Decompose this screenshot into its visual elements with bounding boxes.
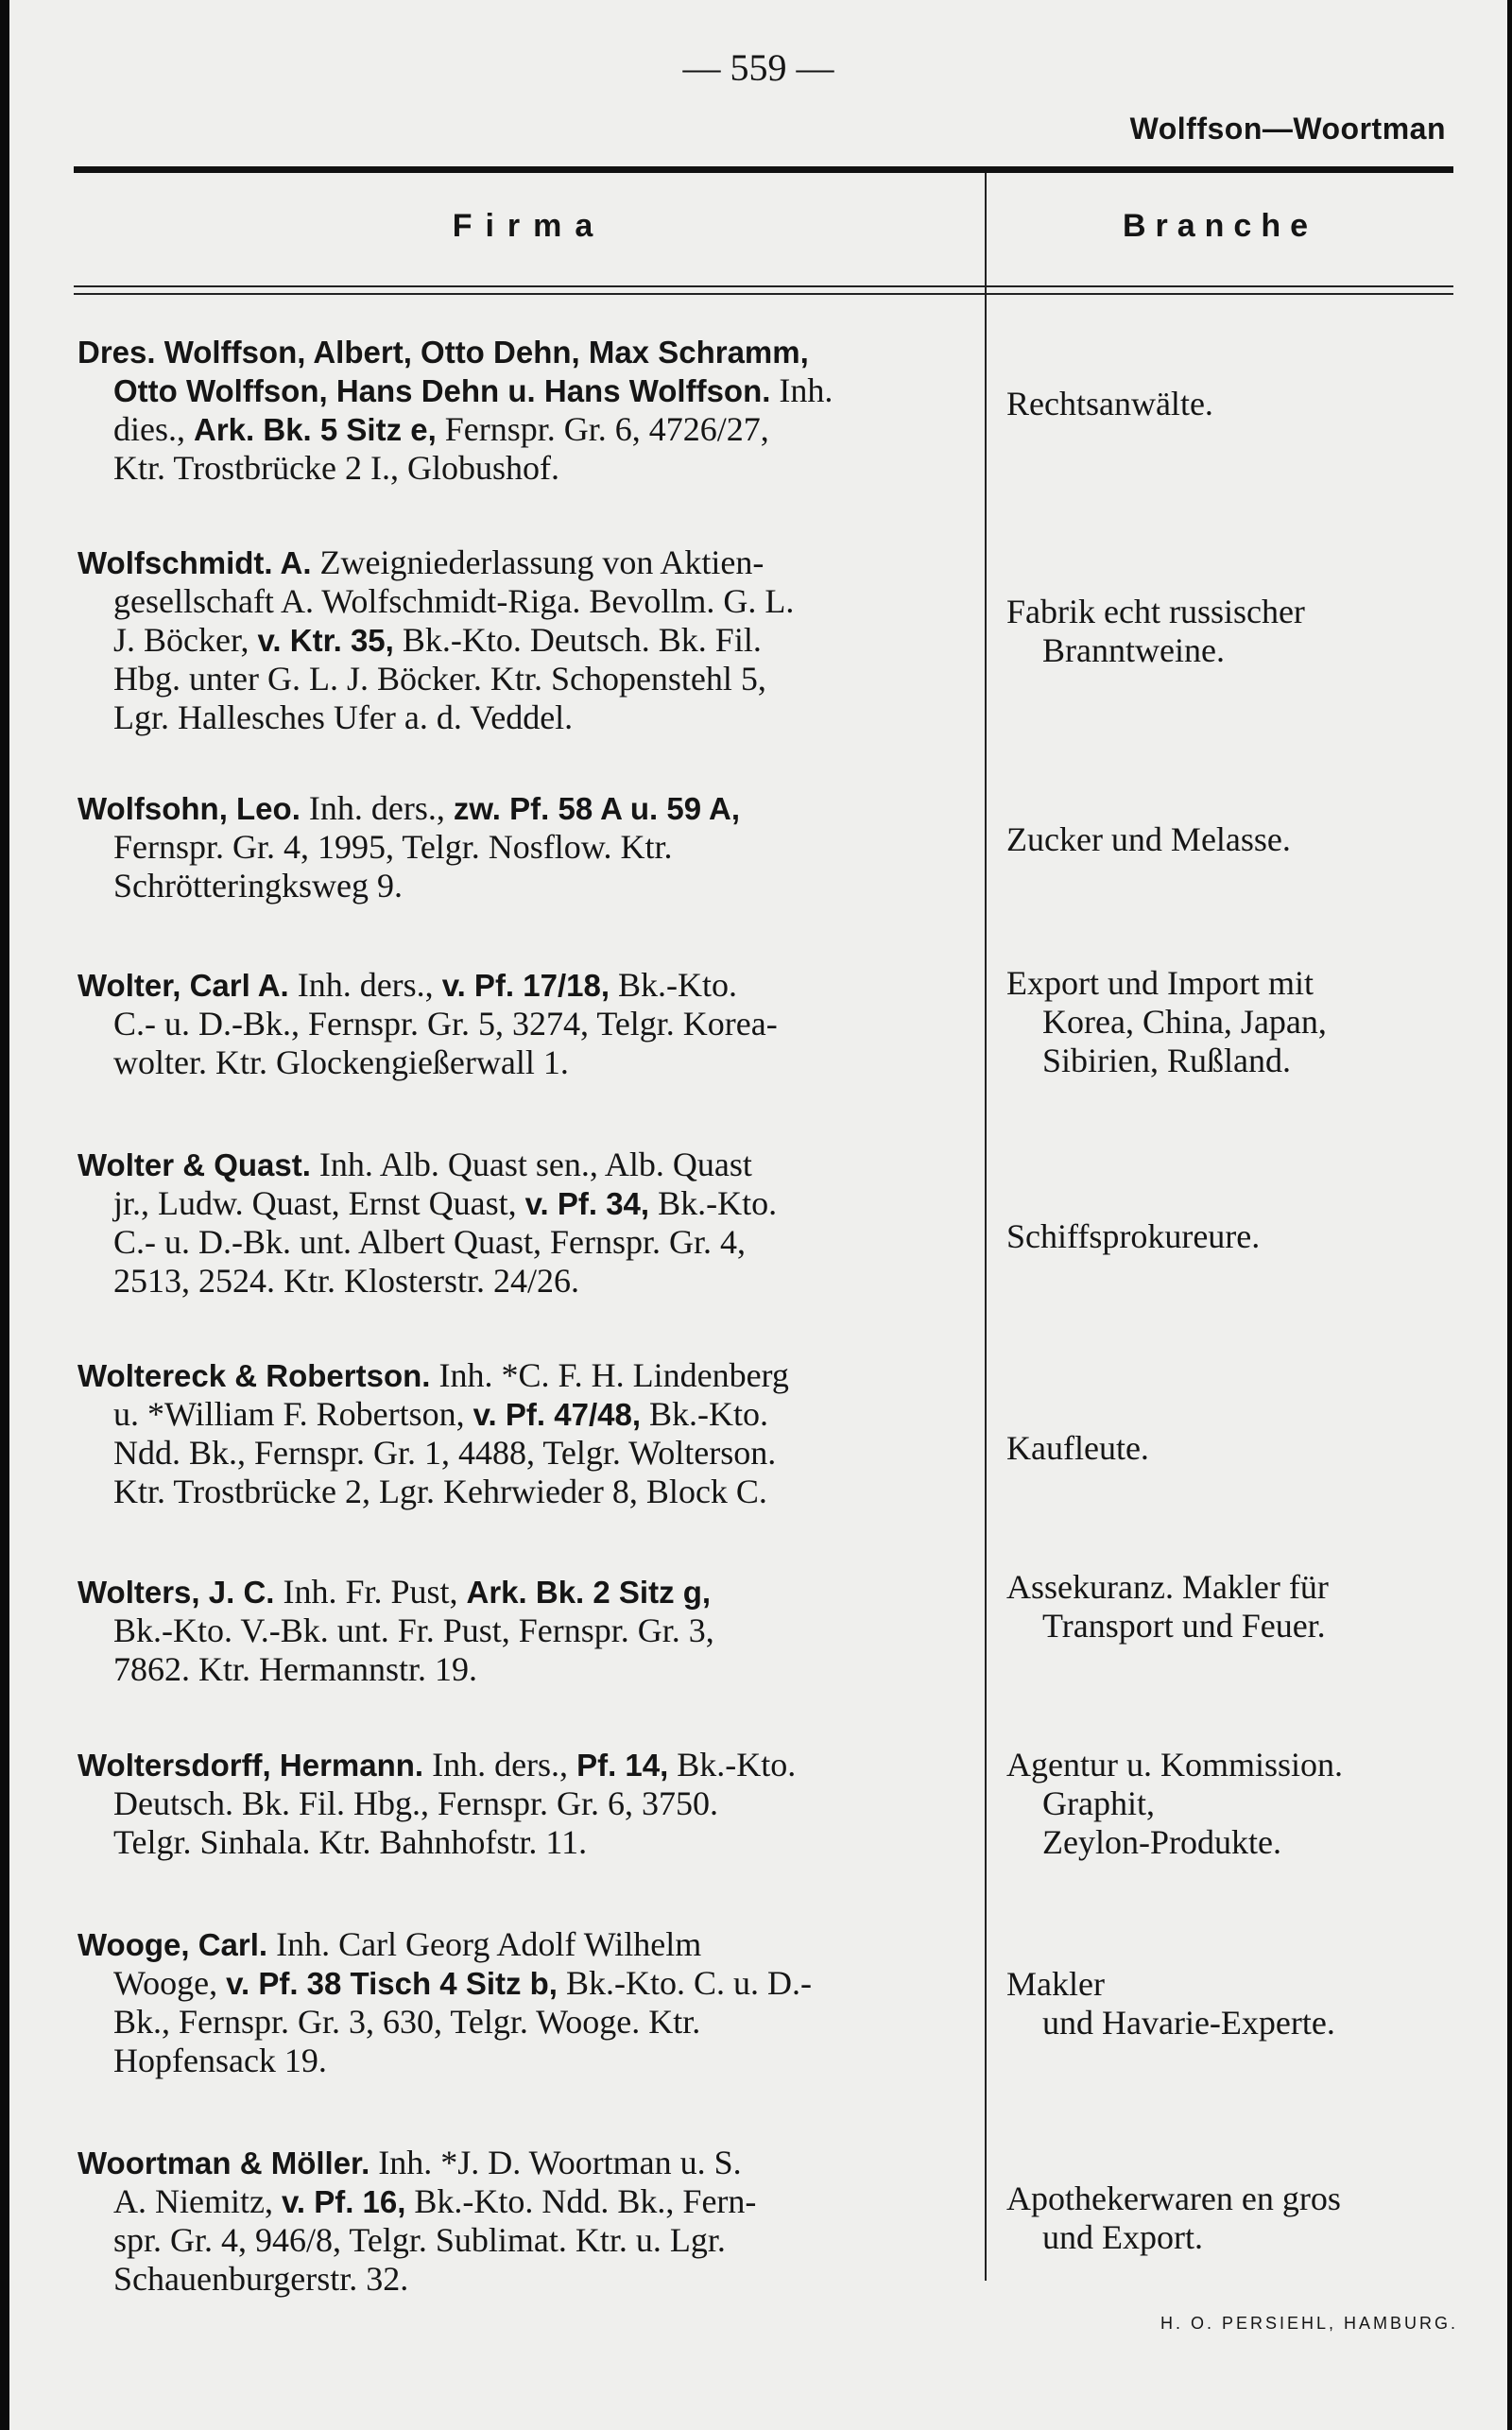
firma-line: [77, 1043, 975, 1082]
entry-firma: [77, 1746, 975, 1862]
firma-line: [77, 1223, 975, 1262]
firma-bold-segment: Wolfschmidt. A.: [77, 545, 312, 580]
entry-branche: [1006, 820, 1488, 859]
firma-text-segment: Bk.-Kto. Deutsch. Bk. Fil.: [393, 621, 762, 659]
branche-line: Agentur u. Kommission.: [1006, 1746, 1343, 1784]
firma-line: [77, 1434, 975, 1473]
firma-text-segment: Inh. ders.,: [288, 966, 442, 1004]
firma-line: [77, 543, 975, 582]
branche-line: Apothekerwaren en gros: [1006, 2180, 1341, 2217]
firma-line: [77, 2221, 975, 2260]
firma-text-segment: Wooge,: [113, 1964, 227, 2002]
firma-text-segment: Bk.-Kto.: [640, 1395, 768, 1433]
firma-text-segment: u. *William F. Robertson,: [113, 1395, 473, 1433]
firma-line: [77, 966, 975, 1005]
firma-line: [77, 1262, 975, 1301]
firma-line: [77, 867, 975, 905]
firma-text-segment: Inh. ders.,: [300, 789, 454, 827]
firma-text-segment: Inh. *C. F. H. Lindenberg: [430, 1356, 789, 1394]
firma-text-segment: Fernspr. Gr. 6, 4726/27,: [436, 410, 769, 448]
firma-text-segment: Inh. Carl Georg Adolf Wilhelm: [267, 1925, 702, 1963]
firma-text-segment: Schauenburgerstr. 32.: [113, 2260, 409, 2298]
branche-line: Schiffsprokureure.: [1006, 1217, 1261, 1255]
firma-line: [77, 698, 975, 737]
firma-bold-segment: Woltereck & Robertson.: [77, 1358, 431, 1393]
firma-text-segment: 7862. Ktr. Hermannstr. 19.: [113, 1650, 477, 1688]
firma-text-segment: Ktr. Trostbrücke 2 I., Globushof.: [113, 449, 560, 487]
header-rule: [74, 166, 1453, 173]
firma-line: [77, 1746, 975, 1784]
entry-firma: [77, 966, 975, 1082]
header-underline-second: [74, 293, 1453, 295]
firma-bold-segment: zw. Pf. 58 A u. 59 A,: [453, 791, 741, 826]
entry-firma: [77, 543, 975, 737]
firma-text-segment: 2513, 2524. Ktr. Klosterstr. 24/26.: [113, 1262, 579, 1300]
firma-line: [77, 1784, 975, 1823]
firma-line: [77, 2182, 975, 2221]
firma-line: [77, 1395, 975, 1434]
branche-line: Kaufleute.: [1006, 1429, 1149, 1467]
branche-line: Transport und Feuer.: [1042, 1607, 1326, 1645]
column-divider: [985, 173, 987, 2281]
firma-bold-segment: Ark. Bk. 5 Sitz e,: [194, 412, 437, 447]
entry-firma: [77, 1356, 975, 1511]
firma-line: [77, 410, 975, 449]
branche-line: Fabrik echt russischer: [1006, 593, 1305, 630]
firma-text-segment: gesellschaft A. Wolfschmidt-Riga. Bevollm. G. L.: [113, 582, 795, 620]
firma-text-segment: Zweigniederlassung von Aktien-: [311, 543, 765, 581]
firma-bold-segment: Woltersdorff, Hermann.: [77, 1748, 424, 1783]
firma-bold-segment: Woortman & Möller.: [77, 2146, 370, 2180]
firma-text-segment: Inh. Fr. Pust,: [274, 1573, 467, 1611]
entry-branche: [1006, 593, 1488, 670]
firma-line: [77, 621, 975, 660]
entry-firma: [77, 789, 975, 905]
firma-text-segment: J. Böcker,: [113, 621, 258, 659]
branche-line: und Havarie-Experte.: [1042, 2004, 1335, 2042]
branche-line: Branntweine.: [1042, 631, 1225, 669]
firma-text-segment: Bk.-Kto. C. u. D.-: [557, 1964, 812, 2002]
firma-line: [77, 2003, 975, 2042]
firma-line: [77, 1356, 975, 1395]
branche-line: und Export.: [1042, 2218, 1203, 2256]
firma-text-segment: Hopfensack 19.: [113, 2042, 327, 2079]
entry-branche: [1006, 1217, 1488, 1256]
firma-bold-segment: Dres. Wolffson, Albert, Otto Dehn, Max Schramm,: [77, 335, 809, 370]
entry-firma: [77, 333, 975, 488]
firma-bold-segment: v. Pf. 16,: [281, 2184, 406, 2219]
firma-line: [77, 1823, 975, 1862]
firma-line: [77, 2260, 975, 2299]
firma-text-segment: Bk.-Kto.: [649, 1184, 778, 1222]
branche-line: Export und Import mit: [1006, 964, 1314, 1002]
firma-line: [77, 2042, 975, 2080]
firma-text-segment: Inh. *J. D. Woortman u. S.: [369, 2144, 742, 2181]
firma-line: [77, 1650, 975, 1689]
entry-branche: [1006, 1568, 1488, 1646]
firma-line: [77, 1925, 975, 1964]
firma-bold-segment: Wolfsohn, Leo.: [77, 791, 301, 826]
firma-bold-segment: v. Pf. 38 Tisch 4 Sitz b,: [226, 1966, 558, 2001]
firma-text-segment: Inh. Alb. Quast sen., Alb. Quast: [310, 1146, 752, 1183]
firma-line: [77, 789, 975, 828]
firma-text-segment: Hbg. unter G. L. J. Böcker. Ktr. Schopenstehl 5,: [113, 660, 766, 698]
firma-text-segment: Ndd. Bk., Fernspr. Gr. 1, 4488, Telgr. Wolterson.: [113, 1434, 777, 1472]
firma-bold-segment: Wolters, J. C.: [77, 1575, 275, 1610]
firma-bold-segment: v. Ktr. 35,: [257, 623, 394, 658]
firma-text-segment: jr., Ludw. Quast, Ernst Quast,: [113, 1184, 525, 1222]
directory-page: [9, 0, 1507, 2430]
firma-line: [77, 1573, 975, 1611]
firma-text-segment: Bk.-Kto.: [668, 1746, 797, 1784]
firma-bold-segment: Wolter & Quast.: [77, 1147, 311, 1182]
header-underline: [74, 285, 1453, 287]
firma-bold-segment: v. Pf. 47/48,: [472, 1397, 641, 1432]
firma-line: [77, 582, 975, 621]
entry-branche: [1006, 1429, 1488, 1468]
firma-text-segment: Ktr. Trostbrücke 2, Lgr. Kehrwieder 8, Block C.: [113, 1473, 767, 1510]
firma-text-segment: Inh.: [770, 371, 833, 409]
firma-line: [77, 333, 975, 371]
page-number: — 559 —: [682, 46, 834, 89]
firma-line: [77, 828, 975, 867]
firma-text-segment: Lgr. Hallesches Ufer a. d. Veddel.: [113, 698, 574, 736]
branche-line: Rechtsanwälte.: [1006, 385, 1213, 422]
firma-text-segment: Bk.-Kto. V.-Bk. unt. Fr. Pust, Fernspr. Gr. 3,: [113, 1611, 714, 1649]
branche-line: Zeylon-Produkte.: [1042, 1823, 1281, 1861]
firma-bold-segment: Otto Wolffson, Hans Dehn u. Hans Wolffson.: [113, 373, 771, 408]
firma-bold-segment: Wooge, Carl.: [77, 1927, 268, 1962]
branche-line: Sibirien, Rußland.: [1042, 1042, 1291, 1079]
firma-bold-segment: v. Pf. 17/18,: [441, 968, 610, 1003]
entry-branche: [1006, 1965, 1488, 2042]
firma-line: [77, 371, 975, 410]
firma-text-segment: Telgr. Sinhala. Ktr. Bahnhofstr. 11.: [113, 1823, 588, 1861]
branche-line: Assekuranz. Makler für: [1006, 1568, 1329, 1606]
branche-line: Korea, China, Japan,: [1042, 1003, 1327, 1041]
firma-line: [77, 660, 975, 698]
entry-branche: [1006, 964, 1488, 1080]
firma-text-segment: wolter. Ktr. Glockengießerwall 1.: [113, 1043, 569, 1081]
firma-line: [77, 1611, 975, 1650]
running-head: Wolffson—Woortman: [1129, 112, 1446, 146]
firma-text-segment: Bk.-Kto.: [610, 966, 738, 1004]
printer-imprint: H. O. PERSIEHL, HAMBURG.: [1160, 2314, 1458, 2333]
entry-branche: [1006, 2180, 1488, 2257]
column-header-firma: Firma: [452, 208, 607, 244]
firma-text-segment: dies.,: [113, 410, 194, 448]
firma-line: [77, 1964, 975, 2003]
firma-bold-segment: Ark. Bk. 2 Sitz g,: [466, 1575, 712, 1610]
firma-text-segment: Fernspr. Gr. 4, 1995, Telgr. Nosflow. Ktr.: [113, 828, 673, 866]
firma-line: [77, 2144, 975, 2182]
entry-firma: [77, 1573, 975, 1689]
firma-line: [77, 1005, 975, 1043]
firma-text-segment: Inh. ders.,: [423, 1746, 577, 1784]
entry-firma: [77, 2144, 975, 2299]
firma-line: [77, 1473, 975, 1511]
branche-line: Graphit,: [1042, 1784, 1155, 1822]
firma-text-segment: Bk., Fernspr. Gr. 3, 630, Telgr. Wooge. Ktr.: [113, 2003, 701, 2041]
entry-branche: [1006, 1746, 1488, 1862]
firma-text-segment: spr. Gr. 4, 946/8, Telgr. Sublimat. Ktr. u. Lgr.: [113, 2221, 726, 2259]
column-header-branche: Branche: [1122, 208, 1318, 244]
branche-line: Zucker und Melasse.: [1006, 820, 1291, 858]
firma-bold-segment: Pf. 14,: [576, 1748, 669, 1783]
firma-bold-segment: v. Pf. 34,: [524, 1186, 650, 1221]
entry-firma: [77, 1146, 975, 1301]
firma-text-segment: C.- u. D.-Bk., Fernspr. Gr. 5, 3274, Telgr. Korea-: [113, 1005, 778, 1043]
entry-branche: [1006, 385, 1488, 423]
firma-line: [77, 449, 975, 488]
firma-line: [77, 1184, 975, 1223]
entry-firma: [77, 1925, 975, 2080]
firma-text-segment: C.- u. D.-Bk. unt. Albert Quast, Fernspr. Gr. 4,: [113, 1223, 746, 1261]
firma-text-segment: Schrötteringksweg 9.: [113, 867, 403, 905]
firma-text-segment: A. Niemitz,: [113, 2182, 282, 2220]
firma-text-segment: Bk.-Kto. Ndd. Bk., Fern-: [405, 2182, 757, 2220]
firma-text-segment: Deutsch. Bk. Fil. Hbg., Fernspr. Gr. 6, 3750.: [113, 1784, 719, 1822]
firma-bold-segment: Wolter, Carl A.: [77, 968, 289, 1003]
firma-line: [77, 1146, 975, 1184]
branche-line: Makler: [1006, 1965, 1105, 2003]
